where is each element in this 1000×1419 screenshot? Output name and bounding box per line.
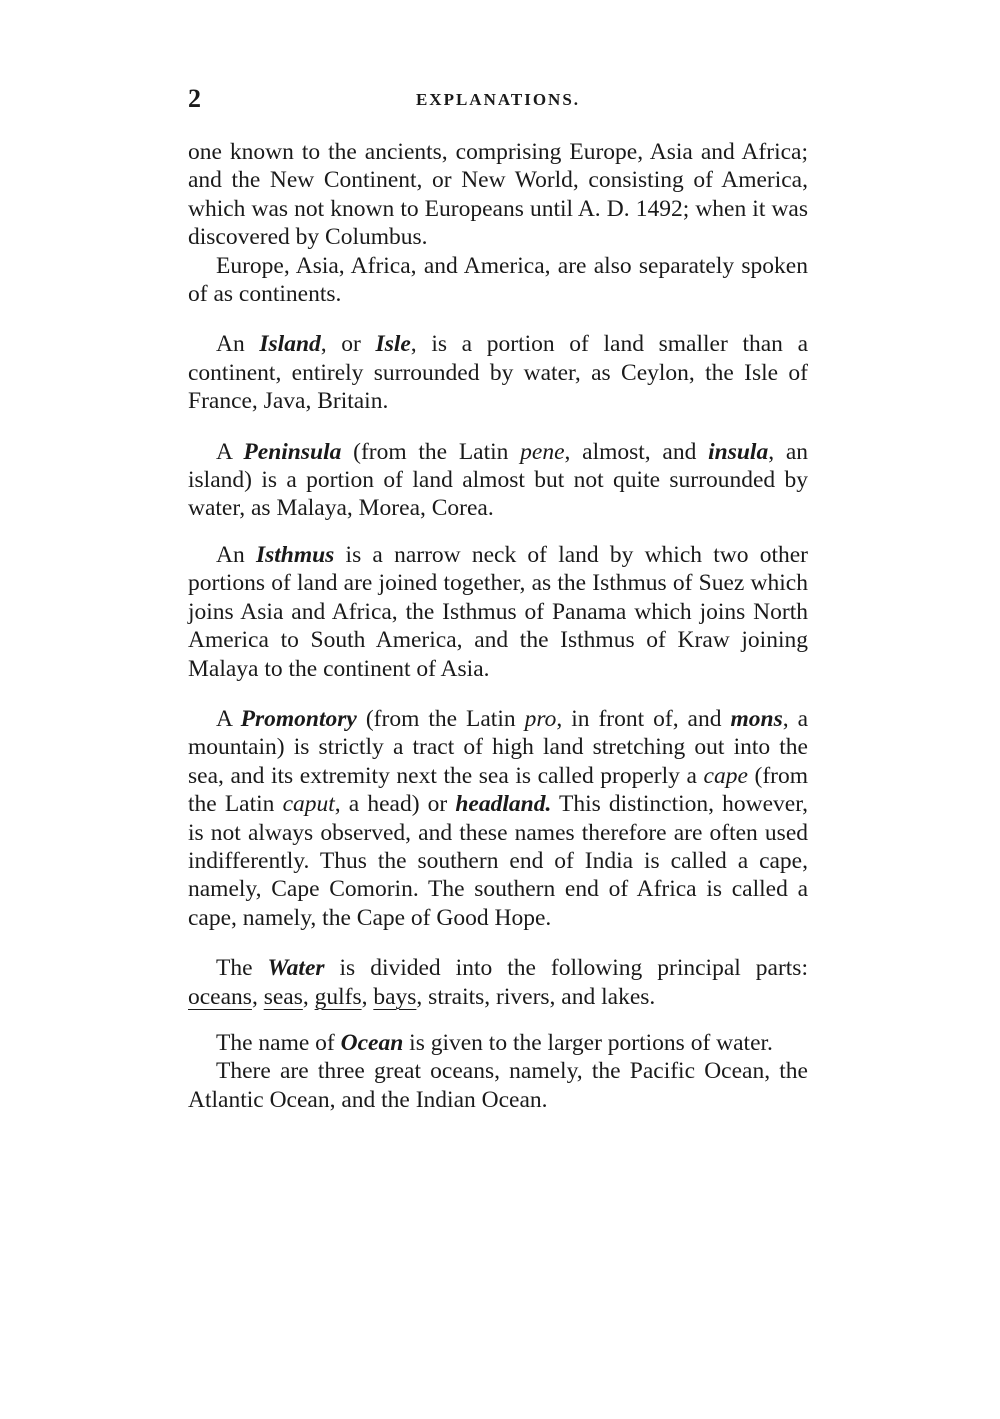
paragraph-water	[188, 954, 808, 1011]
term-island: Island	[259, 331, 321, 358]
term-promontory: Promontory	[240, 705, 357, 732]
word-seas: seas	[263, 983, 303, 1010]
text-run: , a mountain) is strictly a tract of high land stretching out into the sea, and its extremity next the sea is called properly a	[188, 705, 808, 789]
body-text	[188, 138, 808, 1114]
term-water: Water	[267, 955, 325, 982]
text-run: is a narrow neck of land by which two other portions of land are joined together, as the Isthmus of Suez which joins Asia and Africa, the Isthmus of Panama which joins North America to South America, and the Isthmus of Kraw joining Malaya to the continent of Asia.	[188, 541, 808, 682]
latin-pro: pro	[524, 705, 557, 732]
word-gulfs: gulfs	[314, 983, 362, 1010]
term-isthmus: Isthmus	[255, 541, 335, 568]
paragraph-island	[188, 330, 808, 415]
word-oceans: oceans	[188, 983, 252, 1010]
page-header	[188, 84, 808, 114]
text-run: (from the Latin	[188, 762, 808, 818]
text-run: ,	[302, 983, 315, 1010]
latin-pene: pene	[520, 438, 565, 465]
paragraph-peninsula	[188, 438, 808, 523]
term-headland: headland.	[455, 791, 552, 818]
text-run: , or	[320, 331, 376, 358]
text-run: A	[216, 438, 244, 465]
paragraph-ocean	[188, 1029, 808, 1057]
text-run: , an island) is a portion of land almost but not quite surrounded by water, as Malaya, Morea, Corea.	[188, 438, 808, 522]
latin-caput: caput	[282, 791, 335, 818]
text-run: (from the Latin	[341, 438, 521, 465]
running-title: EXPLANATIONS.	[415, 90, 581, 109]
page-number: 2	[188, 84, 201, 113]
text-run: is divided into the following principal parts:	[324, 955, 808, 982]
term-peninsula: Peninsula	[243, 438, 342, 465]
latin-mons: mons	[730, 705, 783, 732]
text-run: , a head) or	[334, 791, 456, 818]
paragraph-promontory	[188, 705, 808, 932]
term-cape: cape	[703, 762, 748, 789]
text-run: This distinction, however, is not always observed, and these names therefore are often used indifferently. Thus the southern end of India is called a cape, namely, Cape Comorin. The southern end of Africa is called a cape, namely, the Cape of Good Hope.	[188, 791, 808, 931]
text-run: A	[216, 705, 241, 732]
paragraph-continents-separate: Europe, Asia, Africa, and America, are also separately spoken of as continents.	[188, 252, 808, 308]
text-run: is given to the larger portions of water.	[403, 1029, 773, 1056]
text-run: An	[216, 541, 256, 568]
text-run: (from the Latin	[356, 705, 525, 732]
text-run: , straits, rivers, and lakes.	[416, 983, 656, 1010]
text-run: , in front of, and	[556, 705, 731, 732]
latin-insula: insula	[708, 438, 769, 465]
paragraph-isthmus	[188, 541, 808, 683]
term-isle: Isle	[375, 331, 411, 358]
text-run: ,	[361, 983, 374, 1010]
paragraph-continents-old: one known to the ancients, comprising Europe, Asia and Africa; and the New Continent, or New World, consisting of America, which was not known to Europeans until A. D. 1492; when it was discovered by Columbus.	[188, 139, 808, 251]
term-ocean: Ocean	[340, 1029, 404, 1056]
text-run: , is a portion of land smaller than a continent, entirely surrounded by water, as Ceylon, the Isle of France, Java, Britain.	[188, 331, 808, 415]
word-bays: bays	[373, 983, 417, 1010]
text-run: The	[216, 955, 268, 982]
paragraph-three-oceans: There are three great oceans, namely, the Pacific Ocean, the Atlantic Ocean, and the Indian Ocean.	[188, 1058, 808, 1113]
text-run: , almost, and	[564, 438, 709, 465]
text-run: An	[216, 331, 260, 358]
text-run: ,	[251, 983, 264, 1010]
text-run: The name of	[216, 1029, 341, 1056]
